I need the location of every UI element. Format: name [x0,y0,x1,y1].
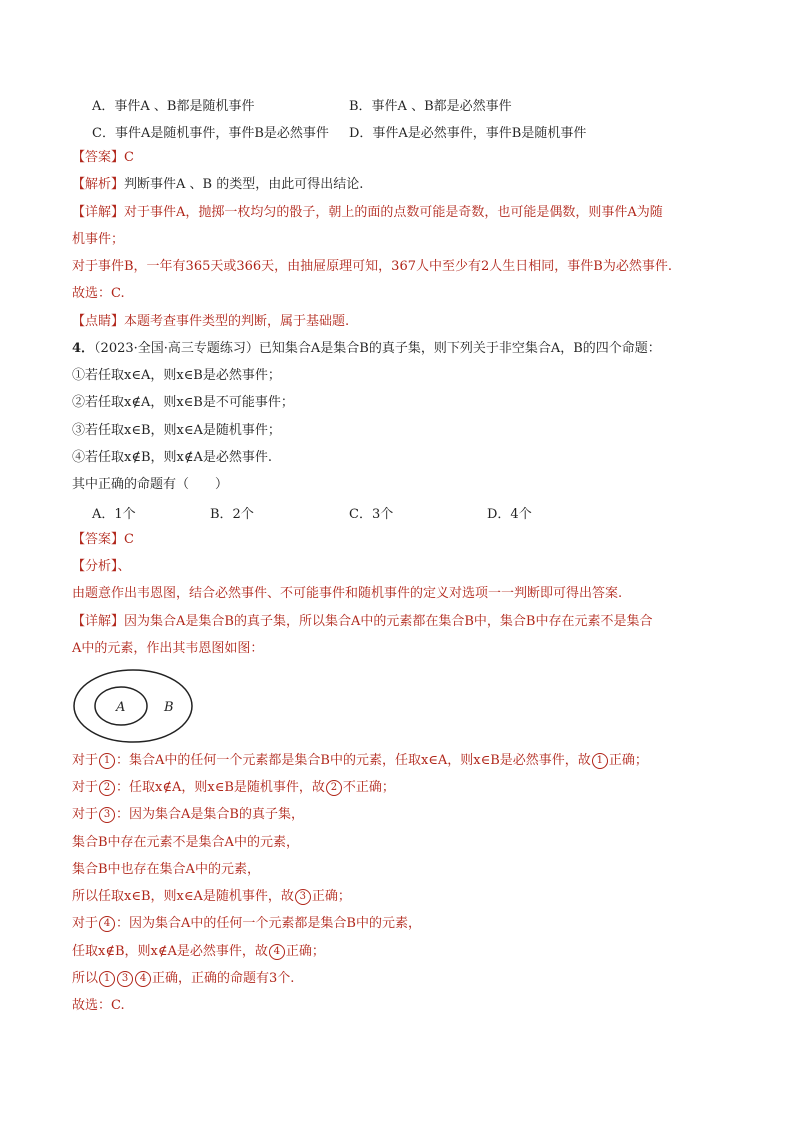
circled-number-4: 4 [269,944,285,960]
q4-step-4 [72,915,421,933]
q4-source: （2023·全国·高三专题练习） [94,341,259,356]
step-prefix: 对于 [72,807,99,822]
q4-choose: 故选：C. [72,998,125,1013]
q4-detail-line-2: A中的元素，作出其韦恩图如图： [72,641,264,656]
q4-summary [72,970,294,988]
q3-comment [72,313,349,331]
q4-step-3-line-3: 集合B中也存在集合A中的元素， [72,862,260,877]
summary-prefix: 所以 [72,971,99,986]
q4-stem-text: 已知集合A是集合B的真子集，则下列关于非空集合A，B的四个命题： [258,341,661,356]
q4-analysis-line-2: 由题意作出韦恩图，结合必然事件、不可能事件和随机事件的定义对选项一一判断即可得出答案. [72,586,623,601]
q4-analysis [72,558,131,576]
q3-option-a: A．事件A 、B都是随机事件 [92,99,255,114]
step-text: ：集合A中的任何一个元素都是集合B中的元素，任取x∈A，则x∈B是必然事件，故 [116,753,591,768]
q3-detail-line-3: 对于事件B，一年有365天或366天，由抽屉原理可知，367人中至少有2人生日相同，事件B为必然事件. [72,259,672,274]
venn-diagram [72,668,194,744]
answer-tag: 【答案】 [72,532,125,547]
summary-text: 正确，正确的命题有3个. [152,971,295,986]
circled-number-2: 2 [326,780,342,796]
answer-value: C [124,150,134,165]
step-end: 正确； [311,889,351,904]
answer-value: C [124,532,134,547]
analysis-text: 判断事件A 、B 的类型，由此可得出结论. [124,177,364,192]
q3-choose: 故选：C. [72,286,125,301]
step-text: 任取x∉B，则x∉A是必然事件，故 [72,944,268,959]
step-text: 所以任取x∈B，则x∈A是随机事件，故 [72,889,294,904]
q4-number: 4． [72,341,95,356]
circled-number-1: 1 [99,971,115,987]
step-end: 正确； [285,944,325,959]
q4-proposition-2: ②若任取x∉A，则x∈B是不可能事件； [72,395,294,410]
q3-option-b: B．事件A 、B都是必然事件 [349,99,512,114]
detail-text: 对于事件A，抛掷一枚均匀的骰子，朝上的面的点数可能是奇数，也可能是偶数，则事件A为随 [124,205,663,220]
q4-answer [72,531,134,549]
circled-number-4: 4 [99,916,115,932]
q4-step-2 [72,779,395,797]
step-prefix: 对于 [72,780,99,795]
q3-analysis [72,176,363,194]
q4-step-4-line-2 [72,943,325,961]
q3-option-c: C．事件A是随机事件，事件B是必然事件 [92,126,329,141]
step-prefix: 对于 [72,916,99,931]
q4-proposition-4: ④若任取x∉B，则x∉A是必然事件. [72,450,272,465]
step-prefix: 对于 [72,753,99,768]
step-end: 正确； [608,753,648,768]
circled-number-4: 4 [135,971,151,987]
q4-step-3 [72,806,304,824]
q3-option-d: D．事件A是必然事件，事件B是随机事件 [349,126,587,141]
q4-step-3-line-4 [72,888,351,906]
analysis-text: 、 [117,559,131,574]
circled-number-3: 3 [117,971,133,987]
analysis-tag: 【分析】 [72,559,118,574]
circled-number-3: 3 [99,807,115,823]
circled-number-1: 1 [99,753,115,769]
q3-answer [72,149,134,167]
venn-label-b: B [164,700,174,715]
q4-option-b: B．2个 [210,507,254,522]
q4-proposition-3: ③若任取x∈B，则x∈A是随机事件； [72,423,281,438]
q4-option-d: D．4个 [487,507,532,522]
circled-number-1: 1 [592,753,608,769]
step-end: 不正确； [342,780,395,795]
q4-step-1 [72,752,648,770]
q4-stem [72,340,661,358]
detail-tag: 【详解】 [72,205,125,220]
q3-detail-line-1 [72,204,663,222]
q4-option-a: A．1个 [92,507,136,522]
q4-detail-line-1 [72,613,652,631]
analysis-tag: 【解析】 [72,177,125,192]
detail-text: 因为集合A是集合B的真子集，所以集合A中的元素都在集合B中，集合B中存在元素不是集合 [124,614,653,629]
step-text: ：任取x∉A，则x∈B是随机事件，故 [116,780,325,795]
circled-number-2: 2 [99,780,115,796]
circled-number-3: 3 [295,889,311,905]
q4-option-c: C．3个 [349,507,394,522]
comment-text: 本题考查事件类型的判断，属于基础题. [124,314,350,329]
q3-detail-line-2: 机事件； [72,232,125,247]
venn-label-a: A [116,700,126,715]
detail-tag: 【详解】 [72,614,125,629]
comment-tag: 【点睛】 [72,314,125,329]
q4-step-3-line-2: 集合B中存在元素不是集合A中的元素， [72,835,299,850]
venn-outer-set [74,670,192,742]
step-text: ：因为集合A中的任何一个元素都是集合B中的元素， [116,916,421,931]
answer-tag: 【答案】 [72,150,125,165]
q4-proposition-1: ①若任取x∈A，则x∈B是必然事件； [72,368,281,383]
q4-ask: 其中正确的命题有（ ） [72,477,229,492]
step-text: ：因为集合A是集合B的真子集， [116,807,304,822]
